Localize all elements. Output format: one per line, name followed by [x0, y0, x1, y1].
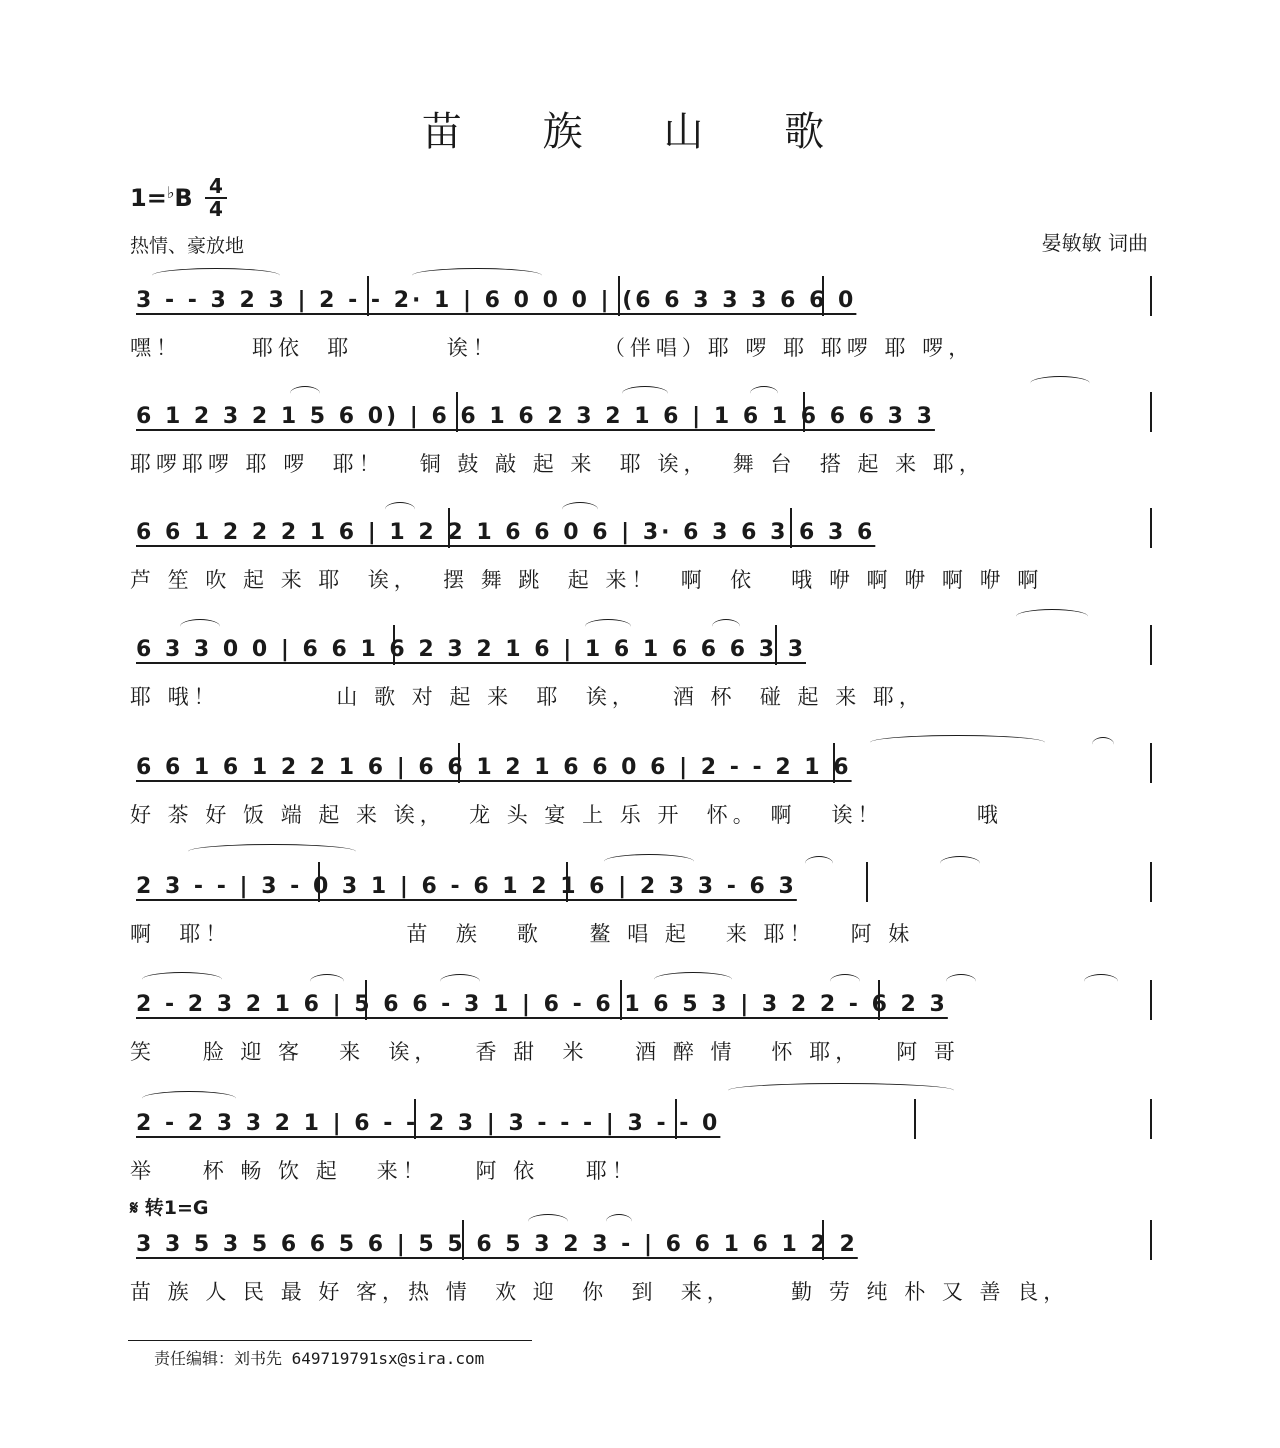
time-signature-bottom: 4	[205, 197, 227, 220]
slur-arc	[562, 502, 598, 517]
notation-line: 3 3 5 3 5 6 6 5 6 | 5 5 6 5 3 2 3 - | 6 6 1 6 1 2 2	[136, 1232, 858, 1257]
slur-arc	[622, 386, 668, 401]
slur-arc	[585, 619, 631, 634]
barline	[1150, 625, 1152, 665]
slur-arc	[604, 854, 694, 869]
time-signature	[205, 176, 227, 220]
slur-arc	[728, 1083, 954, 1098]
notation-line: 6 6 1 2 2 2 1 6 | 1 2 2 1 6 6 0 6 | 3· 6 3 6 3 6 3 6	[136, 520, 876, 545]
segno-modulation-marking: 𝄋 转1=G	[130, 1197, 209, 1219]
lyrics-line: 好 茶 好 饭 端 起 来 诶， 龙 头 宴 上 乐 开 怀。 啊 诶！ 哦	[130, 803, 1003, 827]
flat-sign: ♭	[166, 183, 175, 202]
slur-arc	[440, 974, 480, 989]
notation-line: 6 1 2 3 2 1 5 6 0) | 6 6 1 6 2 3 2 1 6 | 1 6 1 6 6 6 3 3	[136, 404, 935, 429]
slur-arc	[870, 735, 1045, 750]
barline	[1150, 276, 1152, 316]
slur-arc	[152, 268, 280, 283]
editor-credit: 责任编辑：刘书先 649719791sx@sira.com	[154, 1349, 485, 1368]
slur-arc	[946, 974, 976, 989]
slur-arc	[180, 619, 220, 634]
barline	[1150, 508, 1152, 548]
notation-line: 6 6 1 6 1 2 2 1 6 | 6 6 1 2 1 6 6 0 6 | 2 - - 2 1 6	[136, 755, 852, 780]
barline	[1150, 862, 1152, 902]
barline	[1150, 980, 1152, 1020]
barline	[914, 1099, 916, 1139]
slur-arc	[385, 502, 415, 517]
barline	[1150, 743, 1152, 783]
key-signature	[130, 183, 193, 212]
slur-arc	[1092, 737, 1114, 752]
slur-arc	[606, 1214, 632, 1229]
notation-line: 6 3 3 0 0 | 6 6 1 6 2 3 2 1 6 | 1 6 1 6 6 6 3 3	[136, 637, 806, 662]
lyrics-line: 耶 哦！ 山 歌 对 起 来 耶 诶， 酒 杯 碰 起 来 耶，	[130, 685, 925, 709]
tempo-marking: 热情、豪放地	[130, 235, 245, 257]
slur-arc	[412, 268, 542, 283]
slur-arc	[750, 386, 778, 401]
composer-credit: 晏敏敏 词曲	[1041, 231, 1148, 255]
notation-line: 2 - 2 3 3 2 1 | 6 - - 2 3 | 3 - - - | 3 - - 0	[136, 1111, 721, 1136]
slur-arc	[142, 1091, 236, 1106]
notation-line: 2 - 2 3 2 1 6 | 5 6 6 - 3 1 | 6 - 6 1 6 5 3 | 3 2 2 - 6 2 3	[136, 992, 948, 1017]
key-note: B	[174, 184, 193, 212]
slur-arc	[654, 972, 732, 987]
key-prefix: 1=	[130, 184, 167, 212]
slur-arc	[1030, 376, 1090, 391]
barline	[1150, 1220, 1152, 1260]
lyrics-line: 耶啰耶啰 耶 啰 耶！ 铜 鼓 敲 起 来 耶 诶， 舞 台 搭 起 来 耶，	[130, 452, 985, 476]
footer-rule	[128, 1340, 532, 1341]
lyrics-line: 苗 族 人 民 最 好 客，热 情 欢 迎 你 到 来， 勤 劳 纯 朴 又 善 良，	[130, 1280, 1070, 1304]
song-title: 苗 族 山 歌	[421, 109, 859, 155]
slur-arc	[1084, 974, 1118, 989]
lyrics-line: 笑 脸 迎 客 来 诶， 香 甜 米 酒 醉 情 怀 耶， 阿 哥	[130, 1040, 960, 1064]
slur-arc	[805, 856, 833, 871]
slur-arc	[830, 974, 860, 989]
lyrics-line: 举 杯 畅 饮 起 来！ 阿 依 耶！	[130, 1159, 638, 1183]
slur-arc	[1016, 609, 1088, 624]
barline	[1150, 392, 1152, 432]
barline	[1150, 1099, 1152, 1139]
slur-arc	[940, 856, 980, 871]
barline	[866, 862, 868, 902]
slur-arc	[290, 386, 320, 401]
notation-line: 2 3 - - | 3 - 0 3 1 | 6 - 6 1 2 1 6 | 2 3 3 - 6 3	[136, 874, 797, 899]
slur-arc	[310, 974, 344, 989]
lyrics-line: 嘿！ 耶依 耶 诶！ （伴唱）耶 啰 耶 耶啰 耶 啰，	[130, 336, 975, 360]
slur-arc	[712, 619, 740, 634]
notation-line: 3 - - 3 2 3 | 2 - - 2· 1 | 6 0 0 0 | (6 6 3 3 3 6 6 0	[136, 288, 857, 313]
time-signature-top: 4	[209, 174, 223, 198]
slur-arc	[188, 844, 356, 859]
lyrics-line: 啊 耶！ 苗 族 歌 鳌 唱 起 来 耶！ 阿 妹	[130, 922, 915, 946]
slur-arc	[528, 1214, 568, 1229]
lyrics-line: 芦 笙 吹 起 来 耶 诶， 摆 舞 跳 起 来！ 啊 依 哦 咿 啊 咿 啊 咿 啊	[130, 568, 1044, 592]
slur-arc	[142, 972, 222, 987]
